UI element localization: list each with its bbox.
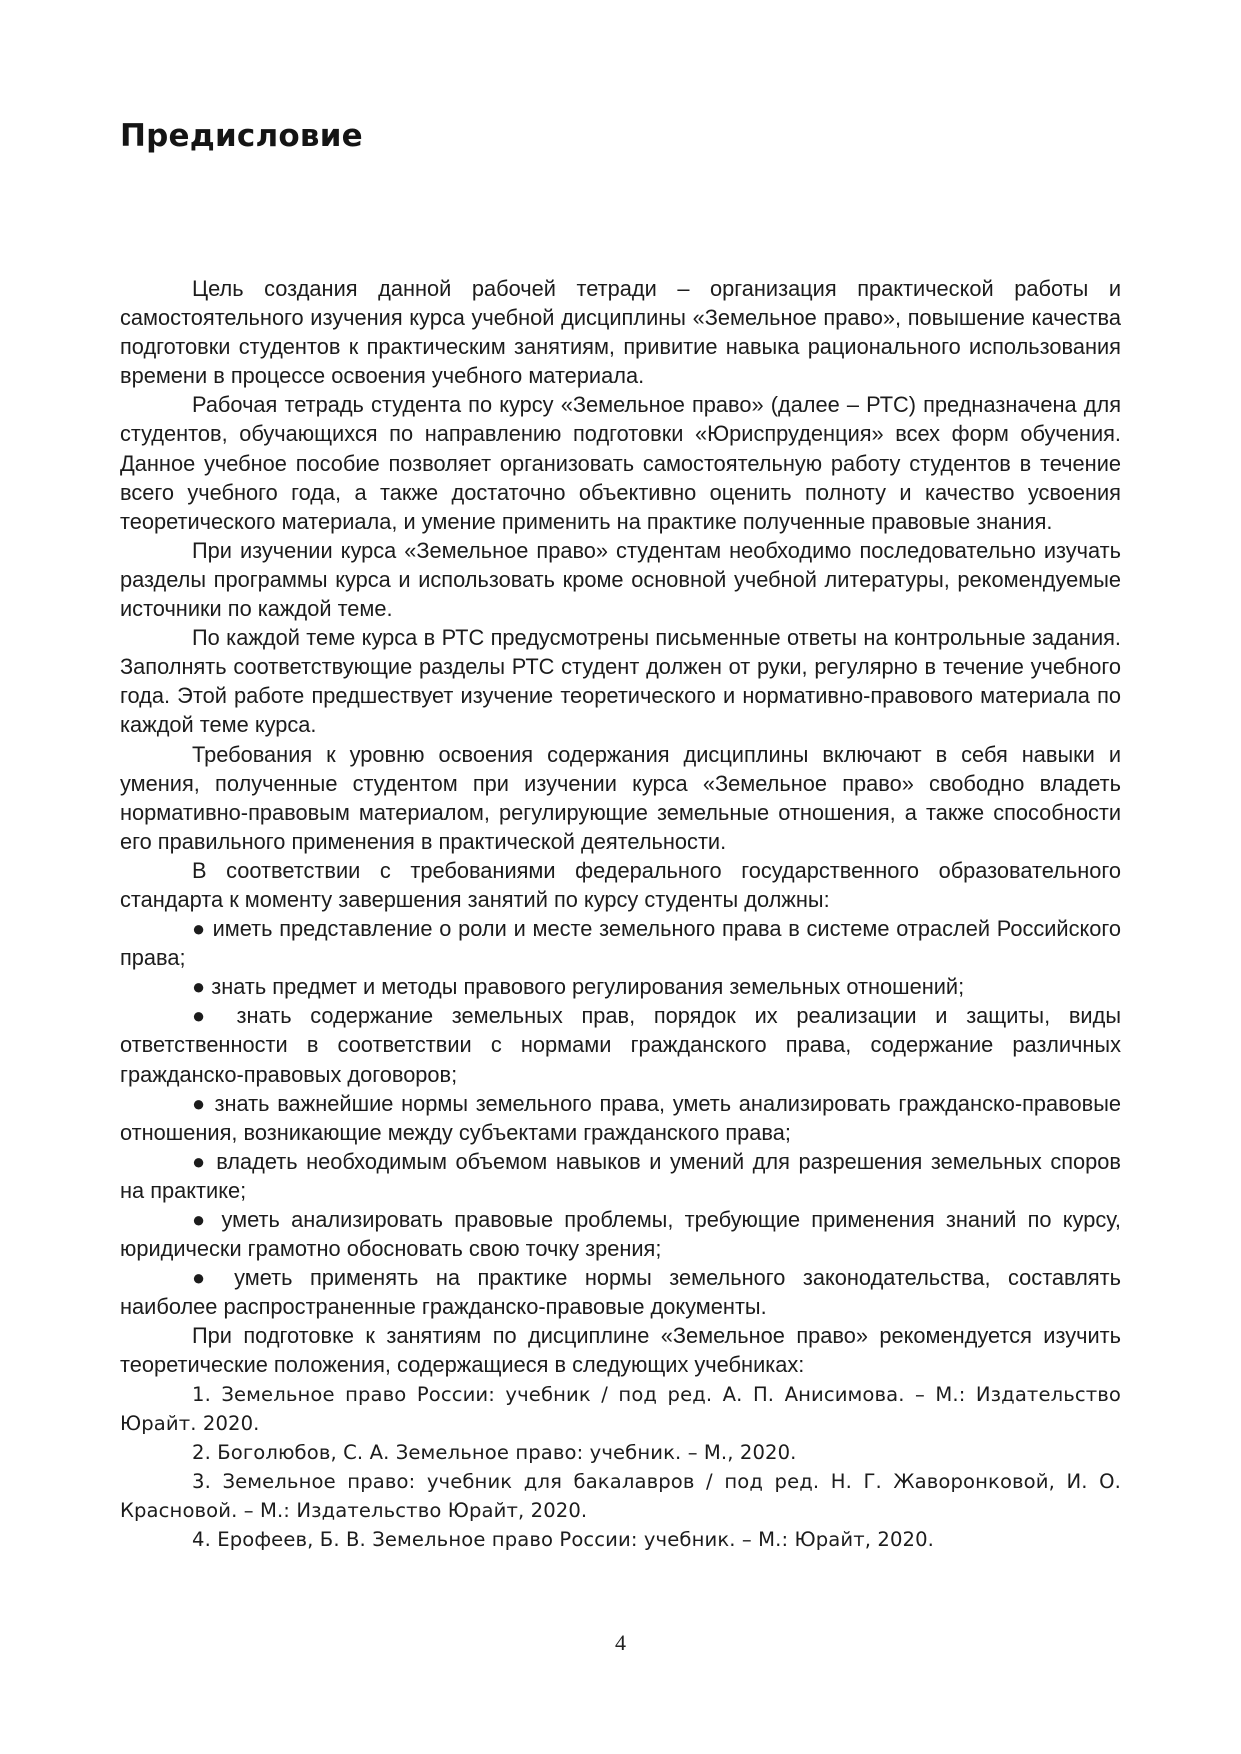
bullet-item: ● знать содержание земельных прав, порядок их реализации и защиты, виды ответственности в соответствии с нормами гражданского права, содержание различных гражданско-правовых договоров; xyxy=(120,1003,1121,1087)
bullet-item: ● знать предмет и методы правового регулирования земельных отношений; xyxy=(192,974,965,1000)
reference-item: 2. Боголюбов, С. А. Земельное право: учебник. – М., 2020. xyxy=(192,1440,797,1464)
paragraph-standard: В соответствии с требованиями федерального государственного образовательного стандарта к моменту завершения занятий по курсу студенты должны: xyxy=(120,857,1121,912)
paragraph-references-intro: При подготовке к занятиям по дисциплине «Земельное право» рекомендуется изучить теоретические положения, содержащиеся в следующих учебниках: xyxy=(120,1323,1121,1378)
bullet-item: ● уметь анализировать правовые проблемы, требующие применения знаний по курсу, юридически грамотно обосновать свою точку зрения; xyxy=(120,1207,1121,1262)
page-number: 4 xyxy=(615,1630,626,1655)
paragraph-purpose: Цель создания данной рабочей тетради – организация практической работы и самостоятельного изучения курса учебной дисциплины «Земельное право», повышение качества подготовки студентов к практическим занятиям, привитие навыка рационального использования времени в процессе освоения учебного материала. xyxy=(120,276,1121,389)
reference-item: 4. Ерофеев, Б. В. Земельное право России: учебник. – М.: Юрайт, 2020. xyxy=(192,1528,934,1552)
bullet-item: ● иметь представление о роли и месте земельного права в системе отраслей Российского права; xyxy=(120,916,1121,971)
bullet-item: ● уметь применять на практике нормы земельного законодательства, составлять наиболее распространенные гражданско-правовые документы. xyxy=(120,1265,1121,1320)
paragraph-requirements: Требования к уровню освоения содержания дисциплины включают в себя навыки и умения, полученные студентом при изучении курса «Земельное право» свободно владеть нормативно-правовым материалом, регулирующие земельные отношения, а также способности его правильного применения в практической деятельности. xyxy=(120,741,1121,854)
bullet-item: ● знать важнейшие нормы земельного права, уметь анализировать гражданско-правовые отношения, возникающие между субъектами гражданского права; xyxy=(120,1090,1121,1145)
body-text xyxy=(120,274,1121,1554)
paragraph-workbook: Рабочая тетрадь студента по курсу «Земельное право» (далее – РТС) предназначена для студентов, обучающихся по направлению подготовки «Юриспруденция» всех форм обучения. Данное учебное пособие позволяет организовать самостоятельную работу студентов в течение всего учебного года, а также достаточно объективно оценить полноту и качество усвоения теоретического материала, и умение применить на практике полученные правовые знания. xyxy=(120,392,1121,534)
page-title: Предисловие xyxy=(120,118,363,154)
bullet-item: ● владеть необходимым объемом навыков и умений для разрешения земельных споров на практике; xyxy=(120,1148,1121,1203)
reference-item: 3. Земельное право: учебник для бакалавров / под ред. Н. Г. Жаворонковой, И. О. Красновой. – М.: Издательство Юрайт, 2020. xyxy=(120,1469,1121,1522)
reference-item: 1. Земельное право России: учебник / под ред. А. П. Анисимова. – М.: Издательство Юрайт. 2020. xyxy=(120,1382,1121,1435)
paragraph-study-approach: При изучении курса «Земельное право» студентам необходимо последовательно изучать разделы программы курса и использовать кроме основной учебной литературы, рекомендуемые источники по каждой теме. xyxy=(120,537,1121,622)
paragraph-written-answers: По каждой теме курса в РТС предусмотрены письменные ответы на контрольные задания. Заполнять соответствующие разделы РТС студент должен от руки, регулярно в течение учебного года. Этой работе предшествует изучение теоретического и нормативно-правового материала по каждой теме курса. xyxy=(120,625,1121,738)
